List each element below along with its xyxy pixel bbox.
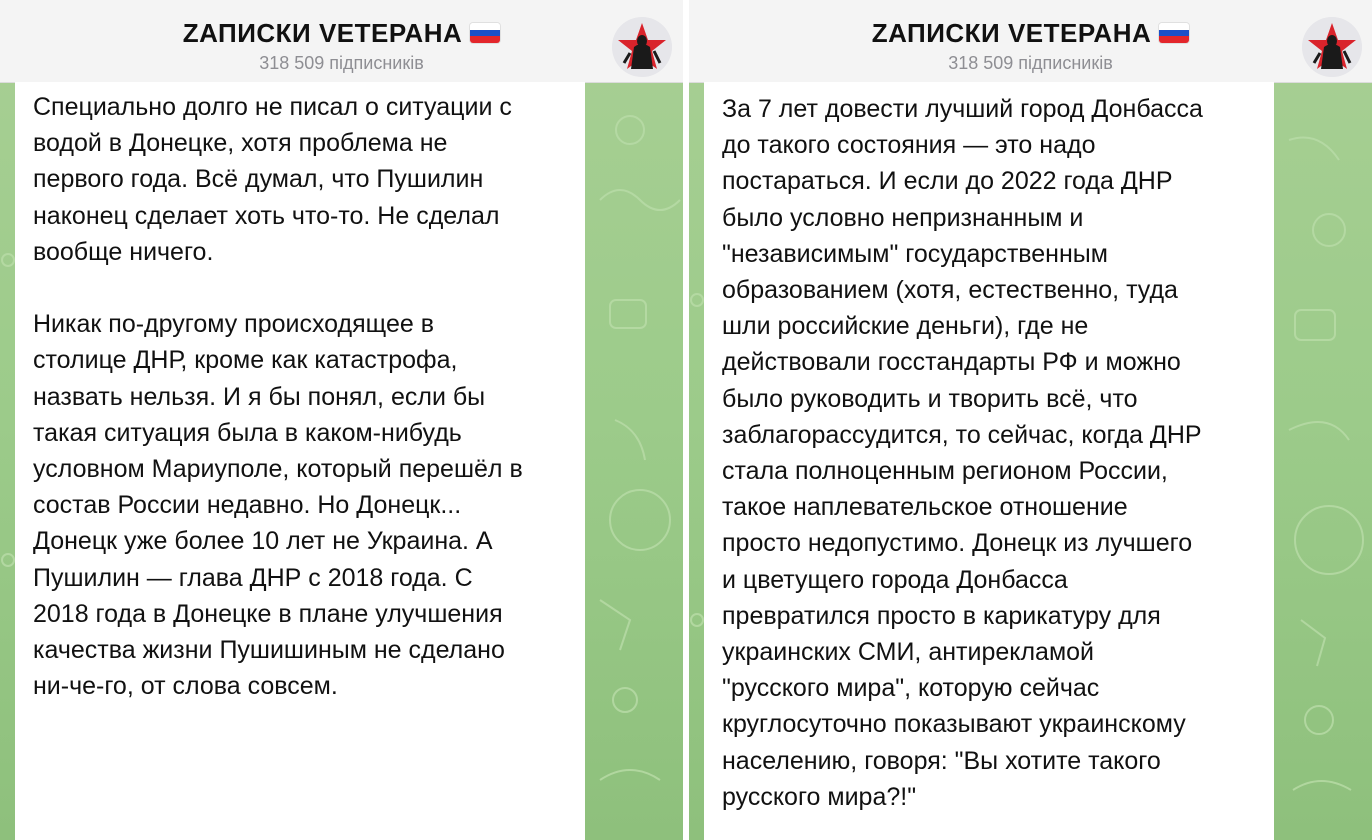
channel-title-row <box>689 18 1372 49</box>
message-text: Специально долго не писал о ситуации с водой в Донецке, хотя проблема не первого года. Всё думал, что Пушилин наконец сделает хоть что-то. Не сделал вообще ничего. Никак по-другому происходящее в столице ДНР, кроме как катастрофа, назвать нельзя. И я бы понял, если бы такая ситуация была в каком-нибудь условном Мариуполе, который перешёл в состав России недавно. Но Донецк... Донецк уже более 10 лет не Украина. А Пушилин — глава ДНР с 2018 года. С 2018 года в Донецке в плане улучшения качества жизни Пушишиным не сделано ни-че-го, от слова совсем. <box>33 93 523 701</box>
telegram-screen-left <box>0 0 683 840</box>
channel-title: ZАПИСКИ VЕТЕРАНА <box>182 18 463 48</box>
telegram-screen-right <box>689 0 1372 840</box>
subscriber-count: 318 509 підписників <box>259 53 424 73</box>
channel-avatar-icon[interactable] <box>1302 17 1362 77</box>
message-text: За 7 лет довести лучший город Донбасса до такого состояния — это надо постараться. И если до 2022 года ДНР было условно непризнанным и "независимым" государственным образованием (хотя, естественно, туда шли российские деньги), где не действовали госстандарты РФ и можно было руководить и творить всё, что заблагорассудится, то сейчас, когда ДНР стала полноценным регионом России, такое наплевательское отношение просто недопустимо. Донецк из лучшего и цветущего города Донбасса превратился просто в карикатуру для украинских СМИ, антирекламой "русского мира", которую сейчас круглосуточно показывают украинскому населению, говоря: "Вы хотите такого русского мира?!" <box>722 95 1203 811</box>
russian-flag-icon <box>1159 23 1189 43</box>
russian-flag-icon <box>470 23 500 43</box>
chat-header[interactable] <box>0 0 683 83</box>
channel-title: ZАПИСКИ VЕТЕРАНА <box>871 18 1152 48</box>
channel-title-row <box>0 18 683 49</box>
channel-avatar-icon[interactable] <box>612 17 672 77</box>
chat-header[interactable] <box>689 0 1372 83</box>
subscriber-count: 318 509 підписників <box>948 53 1113 73</box>
message-bubble[interactable] <box>704 82 1274 840</box>
message-bubble[interactable] <box>15 82 585 840</box>
